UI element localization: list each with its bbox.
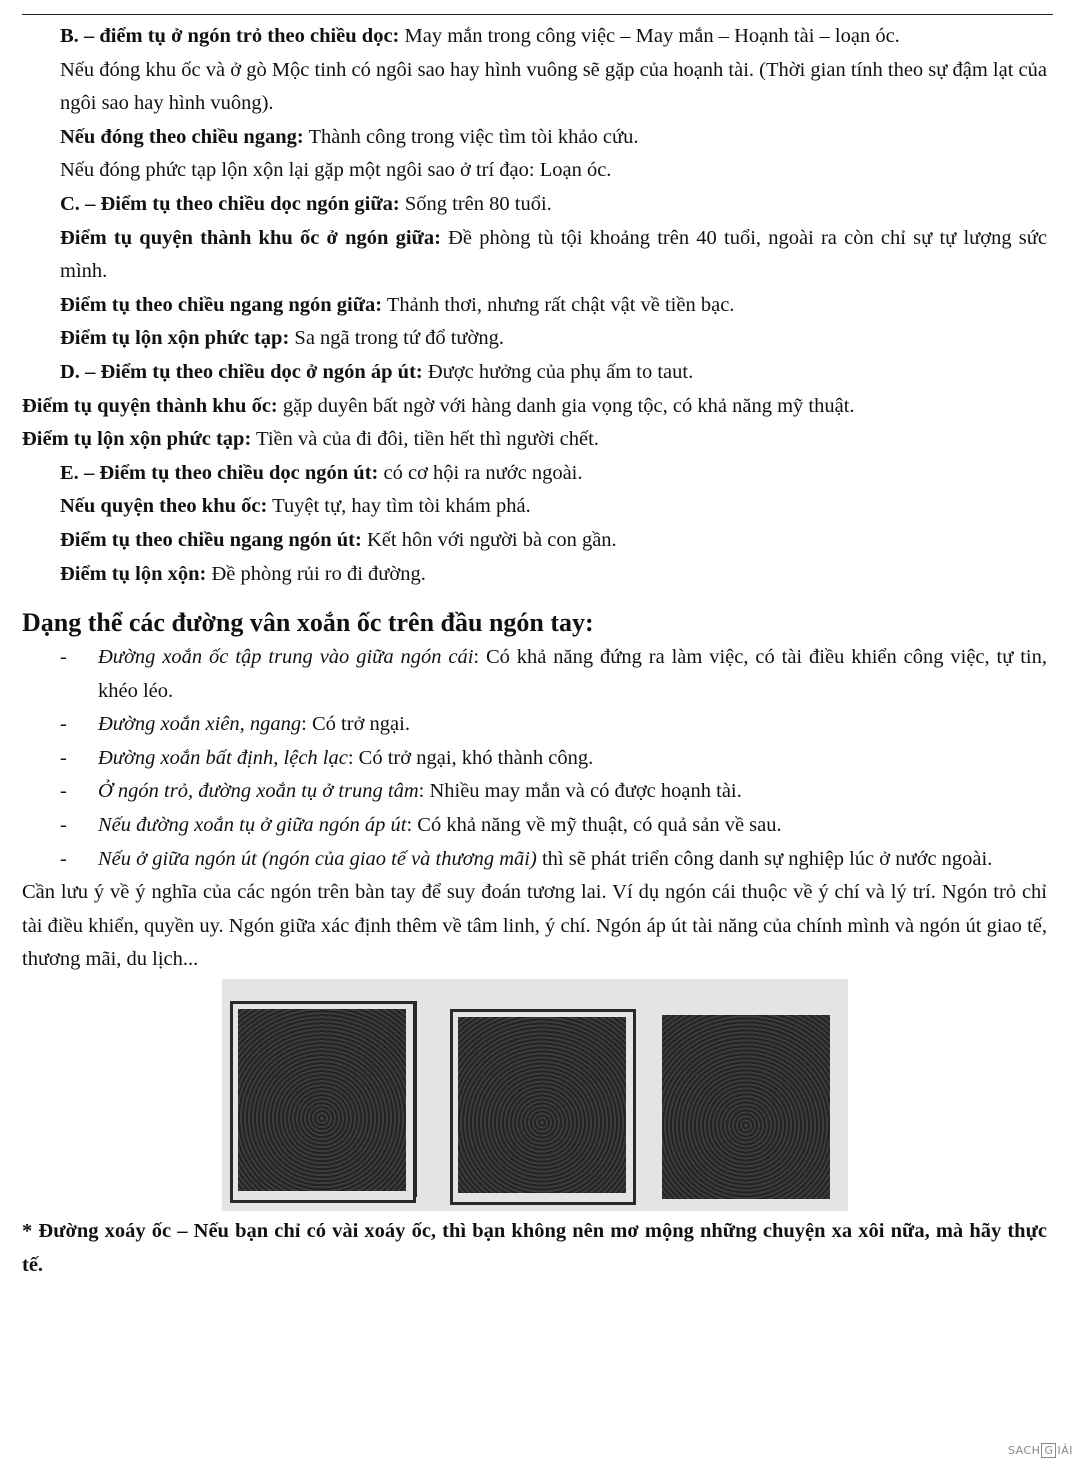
- paragraph: [22, 423, 1047, 457]
- publisher-logo: [1008, 1443, 1073, 1458]
- paragraph: [22, 490, 1047, 524]
- section-label: E.: [60, 461, 79, 484]
- list-item-text: : Có khả năng về mỹ thuật, có quả sản về sau.: [406, 814, 782, 837]
- fingerprint-image: [238, 1009, 406, 1191]
- bold-lead: Điểm tụ theo chiều ngang ngón giữa:: [60, 293, 383, 316]
- section-label: B.: [60, 25, 79, 47]
- section-c: [22, 188, 1047, 222]
- list-item-italic: Đường xoắn ốc tập trung vào giữa ngón cái: [98, 646, 474, 669]
- paragraph-text: Sa ngã trong tứ đổ tường.: [289, 327, 504, 350]
- logo-mark: G: [1041, 1443, 1056, 1458]
- paragraph: [22, 390, 1047, 424]
- logo-text: SACH: [1007, 1444, 1041, 1457]
- section-heading: – Điểm tụ theo chiều dọc ngón út:: [78, 461, 379, 484]
- paragraph: Nếu đóng khu ốc và ở gò Mộc tinh có ngôi sao hay hình vuông sẽ gặp của hoạnh tài. (Thời gian tính theo sự đậm lạt của ngôi sao hay hình vuông).: [60, 58, 1047, 115]
- list-item-text: : Có trở ngại, khó thành công.: [347, 746, 594, 769]
- bold-lead: Điểm tụ lộn xộn phức tạp:: [60, 327, 290, 350]
- section-text: có cơ hội ra nước ngoài.: [378, 461, 583, 484]
- bold-lead: Điểm tụ quyện thành khu ốc ở ngón giữa:: [60, 226, 441, 249]
- list-item: [22, 742, 1047, 776]
- paragraph-text: Tiền và của đi đôi, tiền hết thì người chết.: [251, 428, 599, 451]
- page-content: [22, 20, 1047, 1282]
- paragraph-text: Đề phòng rủi ro đi đường.: [206, 562, 426, 585]
- paragraph: [22, 322, 1047, 356]
- section-text: May mắn trong công việc – May mắn – Hoạnh tài – loạn óc.: [399, 25, 900, 47]
- list-item-italic: Đường xoắn xiên, ngang: [98, 713, 302, 736]
- bold-lead: Điểm tụ theo chiều ngang ngón út:: [60, 528, 362, 551]
- paragraph: [22, 558, 1047, 592]
- paragraph-text: Tuyệt tự, hay tìm tòi khám phá.: [267, 495, 531, 518]
- note-paragraph: * Đường xoáy ốc – Nếu bạn chỉ có vài xoáy ốc, thì bạn không nên mơ mộng những chuyện xa xôi nữa, mà hãy thực tế.: [22, 1220, 1047, 1276]
- paragraph: Nếu đóng phức tạp lộn xộn lại gặp một ngôi sao ở trí đạo: Loạn óc.: [60, 159, 612, 182]
- top-rule: [22, 14, 1053, 15]
- section-text: Được hưởng của phụ ấm to taut.: [422, 360, 694, 383]
- list-item-italic: Nếu ở giữa ngón út (ngón của giao tế và thương mãi): [98, 847, 537, 870]
- paragraph-text: Kết hôn với người bà con gần.: [361, 528, 617, 551]
- list-item-italic: Đường xoắn bất định, lệch lạc: [98, 746, 348, 769]
- section-title: Dạng thể các đường vân xoắn ốc trên đầu ngón tay:: [22, 608, 594, 638]
- bold-lead: Điểm tụ lộn xộn phức tạp:: [22, 428, 252, 451]
- list-item-text: : Có trở ngại.: [301, 713, 410, 736]
- list-item: [22, 809, 1047, 843]
- section-e: [22, 457, 1047, 491]
- list-item: [22, 708, 1047, 742]
- section-label: D.: [60, 360, 80, 383]
- list-item-text: thì sẽ phát triển công danh sự nghiệp lúc ở nước ngoài.: [536, 847, 993, 870]
- bold-lead: Điểm tụ lộn xộn:: [60, 562, 207, 585]
- list-item: [22, 641, 1047, 708]
- list-item-italic: Ở ngón trỏ, đường xoắn tụ ở trung tâm: [98, 780, 419, 803]
- section-heading: – điểm tụ ở ngón trỏ theo chiều dọc:: [78, 25, 400, 47]
- section-heading: – Điểm tụ theo chiều dọc ở ngón áp út:: [79, 360, 423, 383]
- spiral-list: [22, 641, 1047, 876]
- paragraph: [22, 289, 1047, 323]
- paragraph-text: Đề phòng tù tội khoảng trên 40 tuổi, ngoài ra còn chỉ sự tự lượng sức mình.: [60, 226, 1047, 283]
- section-b: [22, 20, 1047, 54]
- section-heading: – Điểm tụ theo chiều dọc ngón giữa:: [79, 192, 400, 215]
- paragraph: [22, 524, 1047, 558]
- section-d: [22, 356, 1047, 390]
- paragraph-text: Thảnh thơi, nhưng rất chật vật về tiền bạc.: [382, 293, 735, 316]
- section-text: Sống trên 80 tuổi.: [399, 192, 552, 215]
- paragraph-text: gặp duyên bất ngờ với hàng danh gia vọng tộc, có khả năng mỹ thuật.: [277, 394, 855, 417]
- list-item-italic: Nếu đường xoắn tụ ở giữa ngón áp út: [98, 814, 407, 837]
- list-item: [22, 843, 1047, 877]
- fingerprint-image: [458, 1017, 626, 1193]
- fingerprint-figure: [222, 979, 848, 1211]
- list-item-text: : Nhiều may mắn và có được hoạnh tài.: [418, 780, 742, 803]
- fingerprint-image: [662, 1015, 830, 1199]
- closing-paragraph: Cần lưu ý về ý nghĩa của các ngón trên bàn tay để suy đoán tương lai. Ví dụ ngón cái thuộc về ý chí và lý trí. Ngón trỏ chỉ tài điều khiển, quyền uy. Ngón giữa xác định thêm về tâm linh, ý chí. Ngón áp út tài năng của chính mình và ngón út giao tế, thương mãi, du lịch...: [22, 881, 1047, 971]
- list-item-text: : Có khả năng đứng ra làm việc, có tài điều khiển công việc, tự tin, khéo léo.: [98, 646, 1048, 702]
- print-frame-divider: [410, 1001, 417, 1197]
- list-item: [22, 775, 1047, 809]
- paragraph: [22, 121, 1047, 155]
- paragraph-text: Thành công trong việc tìm tòi khảo cứu.: [303, 125, 639, 148]
- paragraph: [22, 222, 1047, 289]
- section-label: C.: [60, 192, 80, 215]
- bold-lead: Nếu quyện theo khu ốc:: [60, 495, 268, 518]
- bold-lead: Nếu đóng theo chiều ngang:: [60, 125, 304, 148]
- bold-lead: Điểm tụ quyện thành khu ốc:: [22, 394, 278, 417]
- logo-text: IẢI: [1057, 1444, 1073, 1457]
